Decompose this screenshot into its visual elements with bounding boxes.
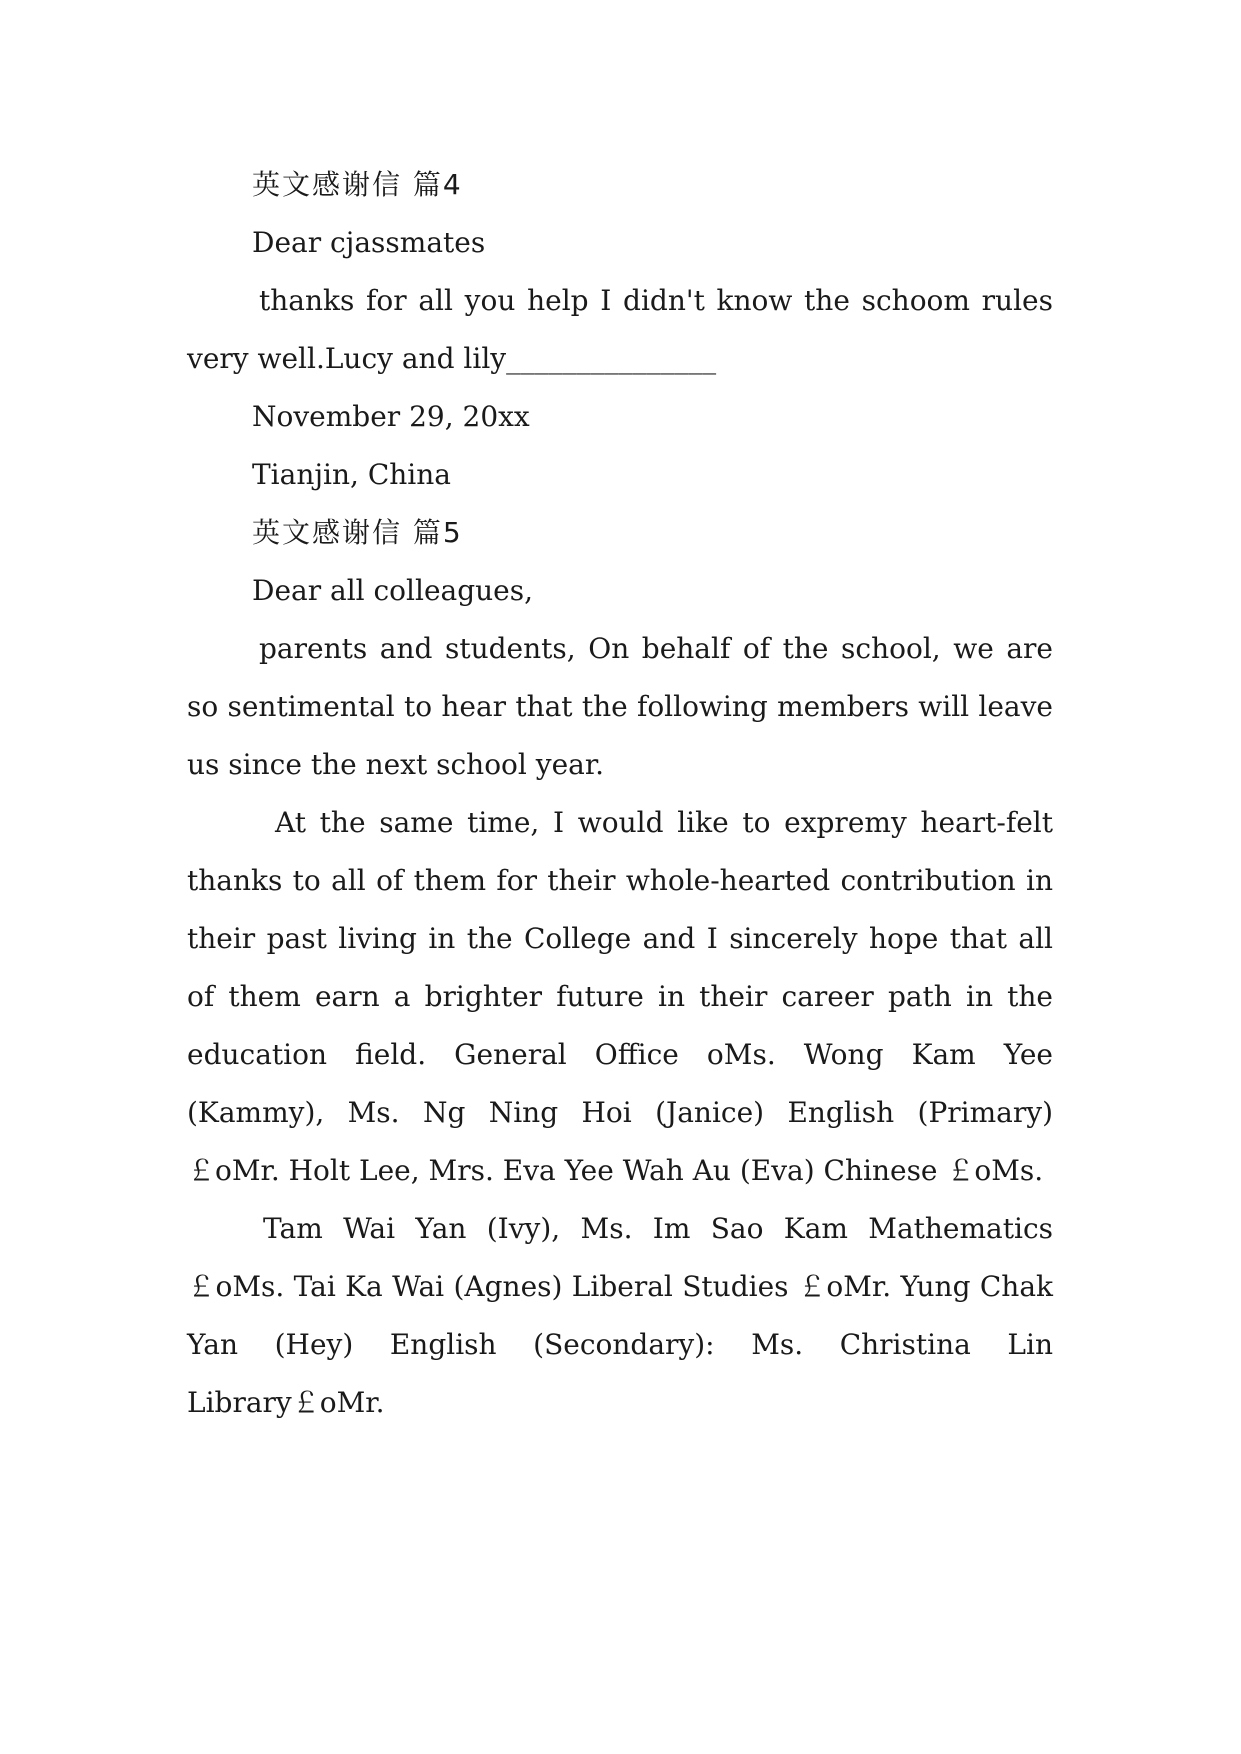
body-paragraph: parents and students, On behalf of the school, we are so sentimental to hear that the following members will leave us since the next school year. xyxy=(187,632,1053,781)
letter-date: November 29, 20xx xyxy=(252,400,530,433)
section-heading-5: 英文感谢信 篇5 xyxy=(252,516,463,549)
body-paragraph: At the same time, I would like to expremy heart-felt thanks to all of them for their whole-hearted contribution in their past living in the College and I sincerely hope that all of them earn a brighter future in their career path in the education field. General Office oMs. Wong Kam Yee (Kammy), Ms. Ng Ning Hoi (Janice) English (Primary) ￡oMr. Holt Lee, Mrs. Eva Yee Wah Au (Eva) Chinese ￡oMs. xyxy=(187,806,1053,1187)
salutation-5: Dear all colleagues, xyxy=(252,574,534,607)
letter-place: Tianjin, China xyxy=(252,458,451,491)
salutation-4: Dear cjassmates xyxy=(252,226,486,259)
document-content xyxy=(187,156,1053,1432)
body-paragraph-4: thanks for all you help I didn't know the schoom rules very well.Lucy and lily_______________ xyxy=(187,284,1053,375)
body-paragraph: Tam Wai Yan (Ivy), Ms. Im Sao Kam Mathematics ￡oMs. Tai Ka Wai (Agnes) Liberal Studies ￡oMr. Yung Chak Yan (Hey) English (Secondary): Ms. Christina Lin Library￡oMr. xyxy=(187,1212,1053,1419)
section-heading-4: 英文感谢信 篇4 xyxy=(252,168,463,201)
